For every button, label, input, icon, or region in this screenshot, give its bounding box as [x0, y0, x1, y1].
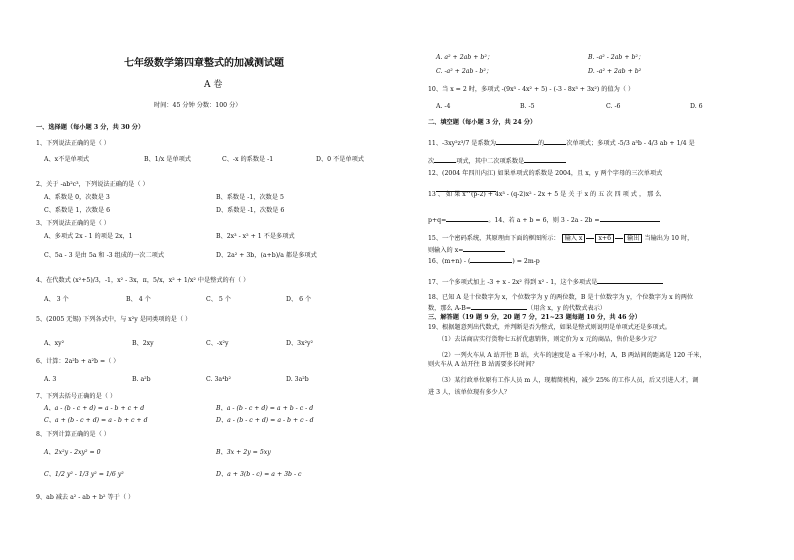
q11-part-a: 11、-3xy²z³/7 是系数为 — [428, 140, 497, 147]
q3-option-a: A、多项式 2x - 1 的项是 2x，1 — [44, 233, 133, 240]
q3-option-b: B、2x³ - x² + 1 不是多项式 — [216, 233, 295, 240]
question-15 — [428, 234, 693, 243]
q10-option-c: C. -6 — [606, 103, 621, 110]
question-3: 3、下列说法正确的是（ ） — [36, 220, 110, 227]
section-fill-heading: 二、填空题（每小题 3 分，共 24 分） — [428, 119, 537, 126]
q9-option-b: B. -a² - 2ab + b²； — [588, 54, 645, 61]
question-12: 12、(2004 年四川内江) 如果单项式的系数是 2004，且 x，y 两个字母的三次单项式 — [428, 170, 663, 177]
q1-option-a: A、x不是单项式 — [44, 156, 90, 163]
q15-input-box: 输入 x — [562, 234, 586, 243]
q14-blank[interactable] — [600, 215, 660, 222]
q11-part-e: 项式，其中二次项系数是 — [456, 158, 525, 165]
question-15-cont — [428, 245, 505, 255]
q4-option-b: B、 4 个 — [126, 296, 151, 303]
q19-part-2-cont: 则火车从 A 站开往 B 站需要多长时间？ — [428, 361, 538, 368]
q5-option-c: C、-x²y — [206, 340, 229, 347]
question-2: 2、关于 -ab²c³，下列说法正确的是（ ） — [36, 181, 149, 188]
q15-text: 15、一个密码系统，其原理由下面的框图所示： — [428, 235, 560, 242]
question-11 — [428, 138, 695, 148]
page-title: 七年级数学第四章整式的加减测试题 — [124, 58, 284, 69]
q11-part-c: 次单项式；多项式 -5/3 a³b - 4/3 ab + 1/4 是 — [566, 140, 695, 147]
paper-subtitle: A 卷 — [204, 80, 223, 90]
q1-option-b: B、1/x 是单项式 — [144, 156, 191, 163]
q10-option-a: A. -4 — [436, 103, 451, 110]
q10-option-b: B. -5 — [520, 103, 535, 110]
question-19: 19、根据题意列出代数式，并判断是否为整式，如果是整式则说明是单项式还是多项式。 — [428, 324, 671, 331]
q6-option-d: D. 3a²b — [286, 376, 309, 383]
question-13: 13 、 如 果 x^(p-2) + 4x³ - (q-2)x² - 2x + 5 是 关 于 x 的 五 次 四 项 式 ， 那 么 — [428, 191, 662, 198]
arrow-icon — [615, 238, 623, 239]
question-6: 6、计算：2a²b + a²b =（ ） — [36, 358, 120, 365]
question-16 — [428, 256, 540, 266]
q18-blank[interactable] — [471, 303, 527, 310]
q8-option-b: B、3x + 2y = 5xy — [216, 449, 271, 456]
question-5: 5、(2005 无锡) 下列各式中，与 x²y 是同类项的是（ ） — [36, 316, 192, 323]
question-10: 10、当 x = 2 时，多项式 -(9x³ - 4x² + 5) - (-3 - 8x³ + 3x²) 的值为（ ） — [428, 86, 635, 93]
q11-blank-4[interactable] — [524, 156, 566, 163]
q7-option-a: A、a - (b - c + d) = a - b + c + d — [44, 405, 145, 412]
question-7: 7、下列去括号正确的是（ ） — [36, 393, 117, 400]
q11-part-d: 次 — [428, 158, 435, 165]
q3-option-d: D、2a² + 3b，(a+b)/a 都是多项式 — [216, 252, 317, 259]
q11-blank-3[interactable] — [434, 156, 456, 163]
q19-part-3: （3）某行政单位原有工作人员 m 人，现精简机构，减少 25% 的工作人员，后又引进人才，调 — [438, 377, 699, 384]
question-13-cont — [428, 215, 660, 225]
q13-label: p+q= — [428, 217, 447, 224]
section-choice-heading: 一、选择题（每小题 3 分，共 30 分） — [36, 124, 145, 131]
q15-output-box: 输出 — [624, 234, 642, 243]
q5-option-a: A、xy² — [44, 340, 65, 347]
q9-option-d: D. -a² + 2ab + b² — [588, 68, 642, 75]
q5-option-d: D、3x²y² — [286, 340, 314, 347]
q9-option-a: A. a² + 2ab + b²； — [436, 54, 494, 61]
question-11-cont — [428, 156, 566, 166]
q15-tail: 当输出为 10 时， — [644, 235, 694, 242]
q15-answer-label: 则输入的 x= — [428, 247, 464, 254]
q10-option-d: D. 6 — [690, 103, 703, 110]
q7-option-b: B、a - (b - c + d) = a + b - c - d — [216, 405, 314, 412]
question-18-cont — [428, 303, 606, 313]
q6-option-c: C. 3a⁴b² — [206, 376, 231, 383]
q6-option-b: B. a²b — [132, 376, 151, 383]
q5-option-b: B、2xy — [132, 340, 154, 347]
q11-blank-2[interactable] — [544, 138, 566, 145]
q8-option-a: A、2x²y - 2xy² = 0 — [44, 449, 101, 456]
q2-option-d: D、系数是 -1，次数是 6 — [216, 207, 285, 214]
q11-blank-1[interactable] — [496, 138, 538, 145]
q15-process-box: x+6 — [595, 234, 614, 243]
q19-part-3-cont: 进 3 人，该单位现有多少人？ — [428, 389, 511, 396]
question-18: 18、已知 A 是十位数字为 x，个位数字为 y 的两位数，B 是十位数字为 y，个位数字为 x 的两位 — [428, 294, 694, 301]
q2-option-b: B、系数是 -1，次数是 5 — [216, 194, 284, 201]
q1-option-c: C、-x 的系数是 -1 — [222, 156, 274, 163]
q13-blank[interactable] — [446, 215, 488, 222]
q2-option-a: A、系数是 0，次数是 3 — [44, 194, 110, 201]
q8-option-c: C、1/2 y² - 1/3 y² = 1/6 y² — [44, 471, 124, 478]
q4-option-a: A、 3 个 — [44, 296, 69, 303]
question-9: 9、ab 减去 a² - ab + b² 等于（ ） — [36, 494, 135, 501]
q16-tail: ) = 2m-p — [512, 258, 540, 265]
q11-part-b: 的 — [538, 140, 545, 147]
question-17 — [428, 277, 663, 287]
arrow-icon — [586, 238, 594, 239]
question-1: 1、下列说法正确的是（ ） — [36, 140, 110, 147]
q7-option-d: D、a - (b - c + d) = a - b + c - d — [216, 417, 314, 424]
q4-option-c: C、 5 个 — [206, 296, 231, 303]
q2-option-c: C、系数是 1，次数是 6 — [44, 207, 111, 214]
q8-option-d: D、a + 3(b - c) = a + 3b - c — [216, 471, 302, 478]
q17-blank[interactable] — [597, 277, 663, 284]
q6-option-a: A. 3 — [44, 376, 57, 383]
q1-option-d: D、0 不是单项式 — [316, 156, 364, 163]
q19-part-1: （1）去话商店实行货物七五折优惠销售，则定价为 x 元的商品，售价是多少元？ — [438, 336, 660, 343]
q18-label: 数，那么 A-B= — [428, 305, 472, 312]
q16-text: 16、(m+n) - ( — [428, 258, 471, 265]
q3-option-c: C、5a - 3 是由 5a 和 -3 组成的一次二项式 — [44, 252, 165, 259]
q16-blank[interactable] — [470, 256, 512, 263]
q9-option-c: C. -a² + 2ab - b²； — [436, 68, 493, 75]
question-14: 。14、若 a + b = 6，则 3 - 2a - 2b = — [488, 217, 600, 224]
question-4: 4、在代数式 (x²+5)/3，-1，x² - 3x，π，5/x，x² + 1/x² 中是整式的有（ ） — [36, 277, 250, 284]
q17-text: 17、一个多项式加上 -3 + x - 2x² 得到 x² - 1，这个多项式是 — [428, 279, 598, 286]
section-solve-heading: 三、解答题（19 题 9 分，20 题 7 分，21~23 题每题 10 分，共 46 分） — [428, 314, 641, 321]
q7-option-c: C、a + (b - c + d) = a - b + c + d — [44, 417, 148, 424]
question-8: 8、下列计算正确的是（ ） — [36, 431, 110, 438]
exam-info: 时间：45 分钟 分数：100 分） — [154, 102, 242, 109]
q19-part-2: （2）一列火车从 A 站开往 B 站，火车的速度是 a 千米/小时，A，B 两站间的距离是 120 千米， — [438, 352, 706, 359]
q4-option-d: D、 6 个 — [286, 296, 312, 303]
q15-blank[interactable] — [463, 245, 505, 252]
q18-tail: （用含 x，y 的代数式表示） — [527, 305, 606, 312]
